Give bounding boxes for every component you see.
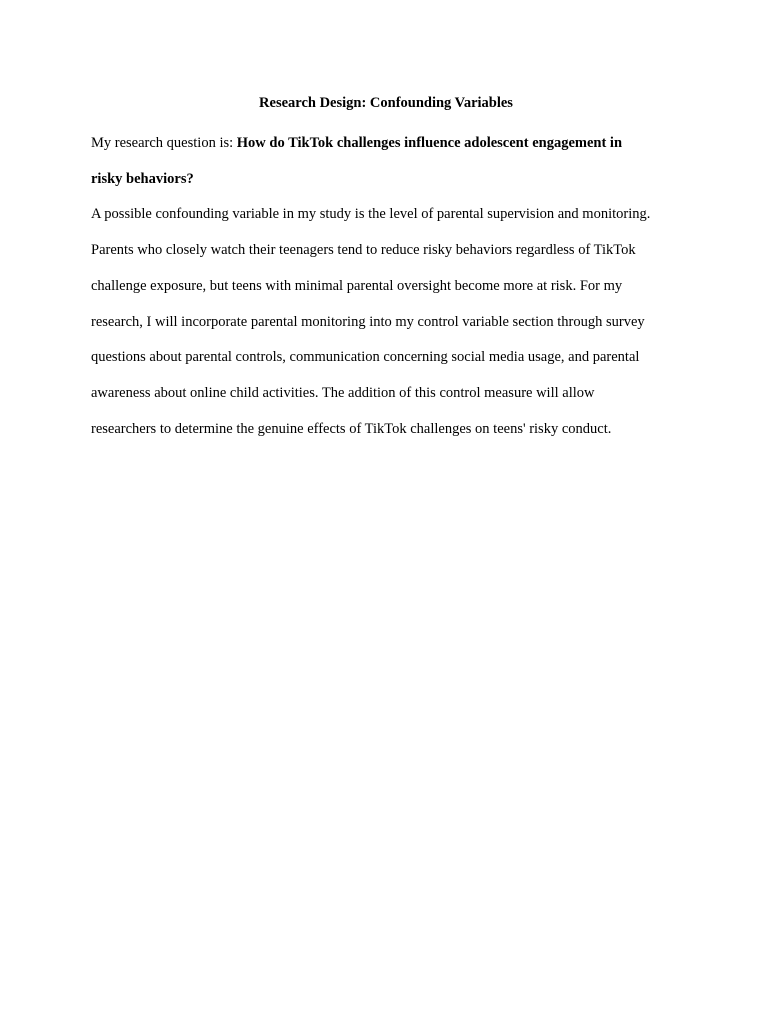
body-line: challenge exposure, but teens with minimal parental oversight become more at risk. For my <box>91 277 623 294</box>
research-question <box>91 126 681 197</box>
body-line: awareness about online child activities. The addition of this control measure will allow <box>91 384 595 401</box>
body-line: researchers to determine the genuine effects of TikTok challenges on teens' risky conduct. <box>91 420 612 437</box>
body-line: Parents who closely watch their teenagers tend to reduce risky behaviors regardless of TikTok <box>91 242 636 259</box>
document-content <box>91 91 681 447</box>
research-question-line-1 <box>91 126 681 162</box>
document-title: Research Design: Confounding Variables <box>259 95 513 111</box>
body-line: questions about parental controls, communication concerning social media usage, and parental <box>91 349 640 366</box>
question-text-line-2: risky behaviors? <box>91 170 194 187</box>
body-line: research, I will incorporate parental monitoring into my control variable section through survey <box>91 313 645 330</box>
question-prefix: My research question is: <box>91 135 237 151</box>
question-text-line-1: How do TikTok challenges influence adolescent engagement in <box>236 135 623 151</box>
body-line: A possible confounding variable in my study is the level of parental supervision and monitoring. <box>91 206 651 223</box>
body-paragraph <box>91 197 681 447</box>
